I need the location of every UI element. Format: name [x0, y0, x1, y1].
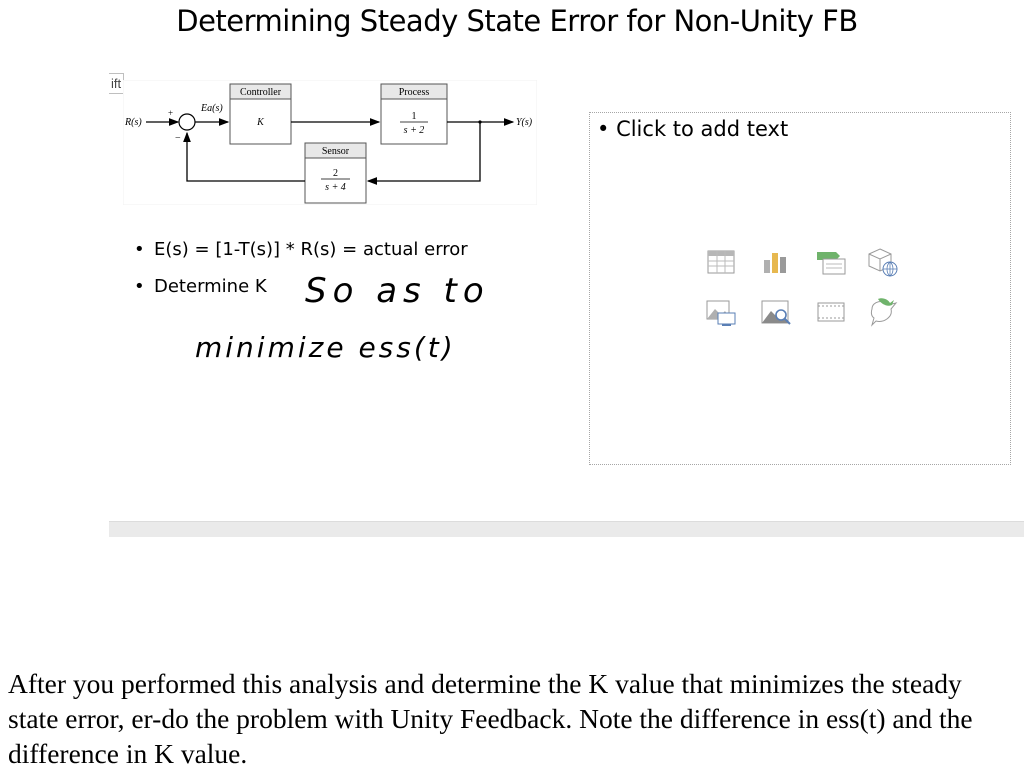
input-label: R(s) — [125, 117, 142, 128]
sensor-denominator: s + 4 — [325, 182, 346, 193]
summing-junction — [179, 114, 195, 130]
insert-icon-grid — [704, 245, 904, 335]
smartart-icon[interactable] — [814, 245, 848, 279]
icon-insert-icon[interactable] — [866, 295, 900, 329]
video-icon[interactable] — [814, 295, 848, 329]
content-placeholder[interactable] — [589, 112, 1011, 465]
controller-title: Controller — [239, 87, 282, 98]
sensor-numerator: 2 — [333, 168, 338, 179]
3d-model-icon[interactable] — [866, 245, 900, 279]
placeholder-prompt[interactable]: • Click to add text — [597, 117, 788, 141]
online-picture-icon[interactable] — [759, 295, 793, 329]
block-diagram — [123, 80, 537, 205]
sum-minus-sign: − — [175, 133, 181, 144]
controller-gain: K — [257, 117, 264, 128]
handwriting-line-2: minimize ess(t) — [195, 331, 456, 364]
chart-icon[interactable] — [759, 245, 793, 279]
process-denominator: s + 2 — [403, 125, 425, 136]
handwritten-annotation — [190, 262, 505, 377]
picture-icon[interactable] — [704, 295, 738, 329]
bullet-error-formula: • E(s) = [1-T(s)] * R(s) = actual error — [133, 236, 468, 273]
output-label: Y(s) — [516, 117, 533, 128]
handwriting-line-1: So as to — [305, 271, 490, 311]
sum-plus-sign: + — [168, 108, 174, 118]
process-title: Process — [398, 87, 430, 98]
slide-title: Determining Steady State Error for Non-Unity FB — [176, 4, 858, 38]
bullet-determine-k: • Determine K — [133, 273, 468, 310]
table-icon[interactable] — [704, 245, 738, 279]
process-numerator: 1 — [411, 111, 417, 122]
error-label: Ea(s) — [201, 103, 223, 114]
sensor-block — [305, 158, 366, 203]
ribbon-tab-shift[interactable]: ift — [109, 73, 124, 94]
horizontal-scroll-strip[interactable] — [109, 521, 1024, 537]
instruction-note: After you performed this analysis and determine the K value that minimizes the steady state error, er-do the problem with Unity Feedback. Note the difference in ess(t) and the difference in K value. — [8, 668, 973, 769]
sensor-title: Sensor — [321, 146, 350, 157]
